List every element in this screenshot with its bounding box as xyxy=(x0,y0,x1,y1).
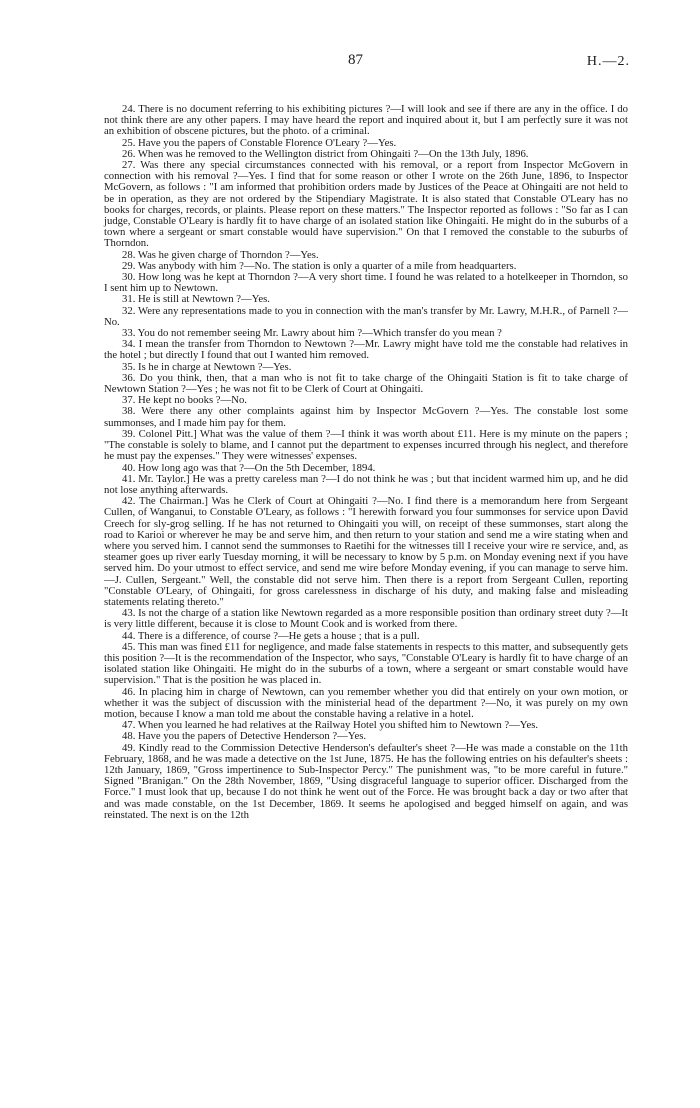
paragraph: 30. How long was he kept at Thorndon ?—A very short time. I found he was related to a hotelkeeper in Thorndon, so I sent him up to Newtown. xyxy=(104,271,628,295)
paragraph: 33. You do not remember seeing Mr. Lawry about him ?—Which transfer do you mean ? xyxy=(122,327,502,340)
document-body xyxy=(104,104,628,821)
paragraph: 31. He is still at Newtown ?—Yes. xyxy=(122,293,270,306)
paragraph: 27. Was there any special circumstances connected with his removal, or a report from Inspector McGovern in connection with his removal ?—Yes. I find that for some reason or other I wrote on the 26th June, 1896, to Inspector McGovern, as follows : "I am informed that prohibition orders made by Justices of the Peace at Ohingaiti are not held to be in operation, as they are not ordered by the Stipendiary Magistrate. It is also stated that Constable O'Leary has no books for charges, records, or plaints. Please report on these matters." The Inspector reported as follows : "So far as I can judge, Constable O'Leary is hardly fit to have charge of an isolated station like Ohingaiti. He might do in the suburbs of a town where a sergeant or smart constable would have supervision." On that I removed the constable to the suburbs of Thorndon. xyxy=(104,159,628,250)
paragraph: 46. In placing him in charge of Newtown, can you remember whether you did that entirely on your own motion, or whether it was the subject of discussion with the ministerial head of the department ?—No, it was purely on my own motion, because I know a man told me about the constable having a relative in a hotel. xyxy=(104,685,628,720)
paragraph: 40. How long ago was that ?—On the 5th December, 1894. xyxy=(122,461,376,474)
paragraph: 29. Was anybody with him ?—No. The station is only a quarter of a mile from headquarters. xyxy=(122,259,517,272)
paragraph: 24. There is no document referring to his exhibiting pictures ?—I will look and see if there are any in the office. I do not think there are any other papers. I may have heard the report and inquired about it, but I am perfectly sure it was not an exhibition of obscene pictures, but the photo. of a criminal. xyxy=(104,103,628,138)
paragraph: 34. I mean the transfer from Thorndon to Newtown ?—Mr. Lawry might have told me the constable had relatives in the hotel ; but directly I found that out I wanted him removed. xyxy=(104,338,628,362)
page-number: 87 xyxy=(348,52,363,68)
paragraph: 39. Colonel Pitt.] What was the value of them ?—I think it was worth about £11. Here is my minute on the papers ; "The constable is solely to blame, and I cannot put the department to expenses incurred through his neglect, and therefore he must pay the expenses." They were witnesses' expenses. xyxy=(104,427,628,463)
document-reference: H.—2. xyxy=(586,54,630,69)
paragraph: 38. Were there any other complaints against him by Inspector McGovern ?—Yes. The constable lost some summonses, and I made him pay for them. xyxy=(104,405,628,429)
paragraph: 25. Have you the papers of Constable Florence O'Leary ?—Yes. xyxy=(122,136,397,149)
paragraph: 49. Kindly read to the Commission Detective Henderson's defaulter's sheet ?—He was made a constable on the 11th February, 1868, and he was made a detective on the 1st June, 1875. He has the following entries on his defaulter's sheets : 12th January, 1869, "Gross impertinence to Sub-Inspector Percy." The punishment was, "to be more careful in future." Signed "Branigan." On the 28th November, 1869, "Using disgraceful language to superior officer. Discharged from the Force." I must look that up, because I do not think he went out of the Force. He was brought back a day or two after that and was made constable, on the 1st December, 1869. It seems he apologised and begged himself on again, and was reinstated. The next is on the 12th xyxy=(104,741,628,821)
paragraph: 37. He kept no books ?—No. xyxy=(122,394,247,407)
paragraph: 26. When was he removed to the Wellington district from Ohingaiti ?—On the 13th July, 1896. xyxy=(122,147,529,160)
paragraph: 42. The Chairman.] Was he Clerk of Court at Ohingaiti ?—No. I find there is a memorandum here from Sergeant Cullen, of Wanganui, to Constable O'Leary, as follows : "I herewith forward you four summonses for service upon David Creech for sly-grog selling. If he has not returned to Ohingaiti you will, on receipt of these summonses, start along the road to Karioi or wherever he may be and serve him, and then return to your station and send me a wire stating when and where you served him. I cannot send the summonses to Raetihi for the witnesses till I receive your wire re service, and, as steamer goes up river early Tuesday morning, it will be necessary to know by 5 p.m. on Monday evening next if you have served him. Do your utmost to effect service, and send me wire before Monday evening, if you can manage to serve him.—J. Cullen, Sergeant." Well, the constable did not serve him. Then there is a report from Sergeant Cullen, reporting "Constable O'Leary, of Ohingaiti, for gross carelessness in discharge of his duty, and making false and misleading statements relating thereto." xyxy=(104,495,628,608)
paragraph: 45. This man was fined £11 for negligence, and made false statements in respects to this matter, and subsequently gets this position ?—It is the recommendation of the Inspector, who says, "Constable O'Leary is hardly fit to have charge of an isolated station like Ohingaiti. He might do in the suburbs of a town, where a sergeant or smart constable would have supervision." That is the position he was placed in. xyxy=(104,640,628,687)
paragraph: 47. When you learned he had relatives at the Railway Hotel you shifted him to Newtown ?—Yes. xyxy=(122,719,539,732)
paragraph: 44. There is a difference, of course ?—He gets a house ; that is a pull. xyxy=(122,629,420,642)
paragraph: 32. Were any representations made to you in connection with the man's transfer by Mr. Lawry, M.H.R., of Parnell ?—No. xyxy=(104,304,628,328)
paragraph: 35. Is he in charge at Newtown ?—Yes. xyxy=(122,360,292,373)
paragraph: 41. Mr. Taylor.] He was a pretty careless man ?—I do not think he was ; but that incident warmed him up, and he did not lose anything afterwards. xyxy=(104,472,628,496)
paragraph: 28. Was he given charge of Thorndon ?—Yes. xyxy=(122,248,319,261)
paragraph: 48. Have you the papers of Detective Henderson ?—Yes. xyxy=(122,730,367,743)
paragraph: 36. Do you think, then, that a man who is not fit to take charge of the Ohingaiti Station is fit to take charge of Newtown Station ?—Yes ; he was not fit to be Clerk of Court at Ohingaiti. xyxy=(104,371,628,396)
paragraph: 43. Is not the charge of a station like Newtown regarded as a more responsible position than ordinary street duty ?—It is very little different, because it is close to Mount Cook and is worked from there. xyxy=(104,607,628,631)
